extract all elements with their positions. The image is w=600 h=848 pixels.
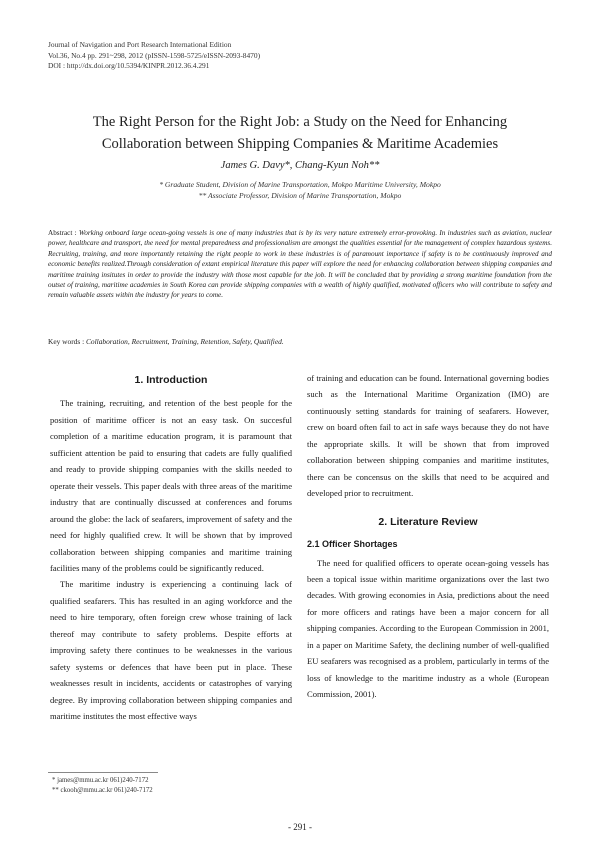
- affiliations: [40, 180, 560, 201]
- journal-name: Journal of Navigation and Port Research International Edition: [48, 40, 232, 49]
- footnotes: [52, 776, 352, 796]
- literature-paragraph-1: The need for qualified officers to operate ocean-going vessels has been a topical issue within maritime organizations over the last two decades. With growing economies in Asia, predictions about the need for more officers and ratings have been a major concern for all shipping companies. According to the European Commission in 2001, in a paper on Maritime Safety, the declining number of well-qualified EU seafarers was recognised as a problem, particularly in terms of the loss of knowledge to the maritime industry as a whole (European Commission, 2001).: [307, 557, 549, 700]
- journal-header: [48, 40, 468, 72]
- abstract-text: Working onboard large ocean-going vessels is one of many industries that is by its very nature extremely error-provoking. In industries such as aviation, nuclear power, healthcare and transport, the need for mental preparedness and professionalism are amongst the qualities essential for the management of complex hazardous systems. Recruiting, training, and more importantly retaining the right people to work in these industries is of paramount importance if safety is to be continuously improved and economic benefits realized.Through consideration of extant empirical literature this paper will explore the need for enhancing collaboration between shipping companies and maritime training insitutes in order to provide the industry with those most capable for the job. It will be concluded that by providing a strong maritime foundation from the outset of training, maritime academies in South Korea can provide shipping companies with a wealth of highly qualified, motivated officers who will contribute to safety and remain valuable assets within the industry for years to come.: [48, 229, 552, 300]
- affiliation-2: ** Associate Professor, Division of Marine Transportation, Mokpo: [198, 190, 402, 200]
- section-heading-literature-review: 2. Literature Review: [378, 515, 478, 528]
- intro-paragraph-continued: of training and education can be found. International governing bodies such as the International Maritime Organization (IMO) are continuously setting standards for training of seafarers. However, crew on board often fail to act in safe ways because they do not have the appropriate skills. It will be shown that from improved collaboration between shipping companies and maritime institutes, there can be concensus on the skills that need to be acquired and developed prior to recruitment.: [307, 373, 549, 499]
- abstract-label: Abstract :: [48, 229, 79, 237]
- paper-title: [40, 111, 560, 155]
- journal-volume: Vol.36, No.4 pp. 291~298, 2012 (pISSN-1598-5725/eISSN-2093-8470): [48, 50, 261, 60]
- paper-title-line-1: The Right Person for the Right Job: a Study on the Need for Enhancing: [92, 114, 508, 130]
- footnote-2: ** ckooh@mmu.ac.kr 061)240-7172: [52, 787, 153, 794]
- authors: James G. Davy*, Chang-Kyun Noh**: [220, 160, 380, 171]
- keywords-label: Key words :: [48, 337, 86, 346]
- paper-title-line-2: Collaboration between Shipping Companies & Maritime Academies: [101, 136, 499, 152]
- footnote-1: * james@mmu.ac.kr 061)240-7172: [52, 777, 149, 784]
- subsection-heading-officer-shortages: 2.1 Officer Shortages: [307, 539, 398, 550]
- right-column: [307, 370, 549, 703]
- keywords: [48, 337, 552, 347]
- section-heading-introduction: 1. Introduction: [134, 374, 208, 386]
- keywords-text: Collaboration, Recruitment, Training, Retention, Safety, Qualified.: [85, 337, 284, 346]
- journal-doi: DOI : http://dx.doi.org/10.5394/KINPR.2012.36.4.291: [48, 61, 210, 70]
- left-column: [50, 370, 292, 725]
- abstract: [48, 228, 552, 301]
- intro-paragraph-2: The maritime industry is experiencing a continuing lack of qualified seafarers. This has resulted in an aging workforce and the need to hire temporary, often foreign crew whose training of lack thereof may contribute to safety problems. Despite efforts at improving safety there continues to be weaknesses in the various safety systems or defences that have been put in place. These weaknesses result in incidents, accidents or catastrophes of varying degree. By improving collaboration between shipping companies and maritime institutes the most effective ways: [50, 579, 292, 722]
- footnote-divider: [48, 772, 158, 773]
- affiliation-1: * Graduate Student, Division of Marine Transportation, Mokpo Maritime University, Mokpo: [159, 180, 441, 189]
- intro-paragraph-1: The training, recruiting, and retention of the best people for the position of maritime officer is not an easy task. On succesful completion of a maritime education program, it is paramount that sufficient attention be paid to ensuring that cadets are fully qualified and ready to provide shipping companies with the skills needed to operate their vessels. This paper deals with three areas of the maritime industry that are continually discussed at conferences and forums around the globe: the lack of seafarers, improvement of safety and the need for highly qualified crew. It will be shown that by improved collaboration between shipping companies and maritime training facilities many of the problems could be significantly reduced.: [50, 398, 292, 573]
- page-number: - 291 -: [288, 822, 312, 832]
